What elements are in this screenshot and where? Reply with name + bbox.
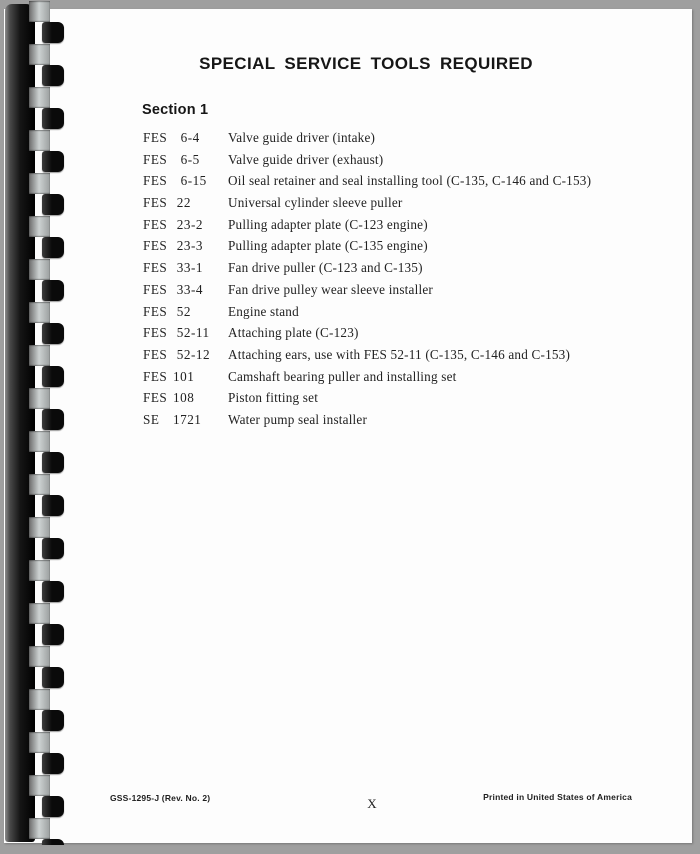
tool-row xyxy=(143,238,673,260)
tool-row xyxy=(143,412,673,434)
tool-description: Oil seal retainer and seal installing tool (C-135, C-146 and C-153) xyxy=(228,173,592,189)
tool-code xyxy=(143,238,228,254)
tool-description: Valve guide driver (intake) xyxy=(228,130,376,145)
tool-code xyxy=(143,412,228,428)
tool-description: Pulling adapter plate (C-135 engine) xyxy=(228,238,428,254)
tool-code-number: 6-4 xyxy=(173,130,200,145)
tool-row xyxy=(143,195,673,217)
tool-description: Valve guide driver (exhaust) xyxy=(228,151,384,167)
tool-row xyxy=(143,325,673,347)
tool-row xyxy=(143,282,673,304)
tool-code xyxy=(143,173,228,189)
tool-code-number: 6-15 xyxy=(173,173,207,189)
tool-code-number: 52-12 xyxy=(173,346,211,362)
tool-row xyxy=(143,304,673,326)
tool-description: Camshaft bearing puller and installing set xyxy=(228,368,457,384)
tool-description: Fan drive pulley wear sleeve installer xyxy=(228,281,433,297)
tool-code-prefix: SE xyxy=(143,411,160,427)
tool-code-number: 1721 xyxy=(173,411,202,427)
tool-code-number: 52-11 xyxy=(173,325,210,341)
tool-list xyxy=(143,130,673,434)
tool-row xyxy=(143,369,673,391)
tool-code-number: 33-4 xyxy=(173,281,203,297)
tool-code xyxy=(143,369,228,385)
form-number: GSS-1295-J (Rev. No. 2) xyxy=(110,793,211,803)
tool-row xyxy=(143,130,673,152)
tool-code-number: 23-3 xyxy=(173,238,203,254)
tool-code xyxy=(143,304,228,320)
tool-code-prefix: FES xyxy=(143,151,168,167)
page-number: X xyxy=(367,796,377,811)
tool-row xyxy=(143,390,673,412)
tool-code-prefix: FES xyxy=(143,281,168,297)
tool-code xyxy=(143,217,228,233)
tool-description: Attaching plate (C-123) xyxy=(228,325,359,341)
tool-code-prefix: FES xyxy=(143,368,168,384)
tool-row xyxy=(143,152,673,174)
tool-code-number: 22 xyxy=(173,195,191,211)
tool-code-prefix: FES xyxy=(143,195,168,211)
tool-code-prefix: FES xyxy=(143,325,168,341)
tool-code xyxy=(143,152,228,168)
tool-description: Engine stand xyxy=(228,303,299,319)
tool-code-number: 23-2 xyxy=(173,216,203,232)
tool-code xyxy=(143,325,228,341)
tool-code-number: 52 xyxy=(173,303,191,319)
tool-code-prefix: FES xyxy=(143,238,168,254)
tool-code-prefix: FES xyxy=(143,390,168,406)
tool-row xyxy=(143,260,673,282)
tool-code xyxy=(143,347,228,363)
tool-code-number: 6-5 xyxy=(173,151,200,167)
tool-code-prefix: FES xyxy=(143,130,168,145)
tool-description: Universal cylinder sleeve puller xyxy=(228,195,403,211)
printed-note: Printed in United States of America xyxy=(483,792,632,802)
tool-description: Piston fitting set xyxy=(228,390,319,406)
tool-description: Pulling adapter plate (C-123 engine) xyxy=(228,216,428,232)
tool-code xyxy=(143,260,228,276)
page-title: SPECIAL SERVICE TOOLS REQUIRED xyxy=(199,54,533,73)
tool-code xyxy=(143,130,228,146)
tool-code xyxy=(143,282,228,298)
tool-row xyxy=(143,217,673,239)
tool-code-number: 108 xyxy=(173,390,195,406)
tool-code-prefix: FES xyxy=(143,303,168,319)
manual-page xyxy=(4,9,692,843)
tool-code-number: 33-1 xyxy=(173,260,203,276)
tool-code-prefix: FES xyxy=(143,173,168,189)
tool-code-prefix: FES xyxy=(143,346,168,362)
tool-code-prefix: FES xyxy=(143,216,168,232)
tool-row xyxy=(143,347,673,369)
tool-code xyxy=(143,390,228,406)
tool-code-number: 101 xyxy=(173,368,195,384)
tool-code xyxy=(143,195,228,211)
tool-description: Fan drive puller (C-123 and C-135) xyxy=(228,260,423,276)
tool-description: Water pump seal installer xyxy=(228,411,368,427)
tool-description: Attaching ears, use with FES 52-11 (C-135, C-146 and C-153) xyxy=(228,346,571,362)
section-heading: Section 1 xyxy=(142,102,209,118)
tool-code-prefix: FES xyxy=(143,260,168,276)
tool-row xyxy=(143,173,673,195)
